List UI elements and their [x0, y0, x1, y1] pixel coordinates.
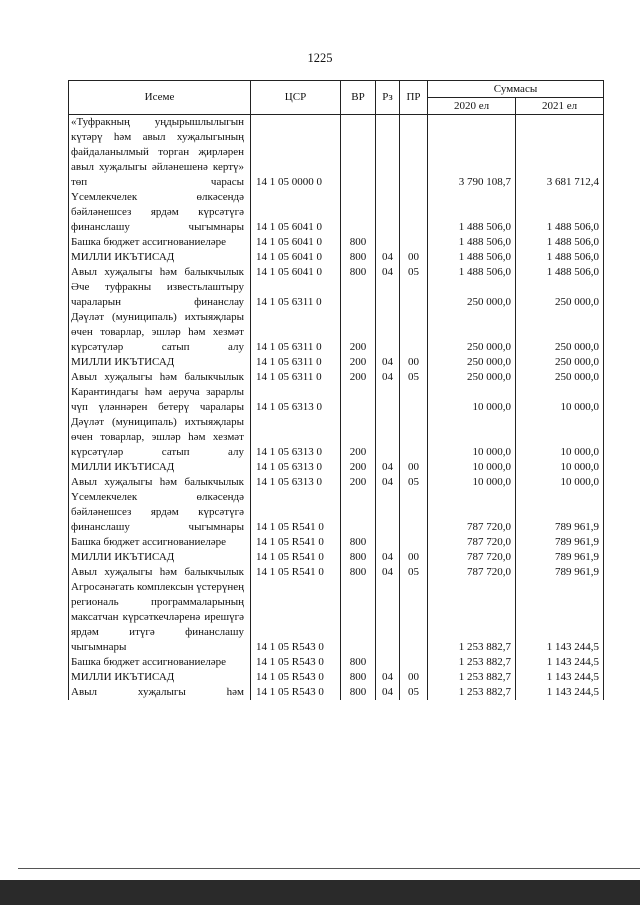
table-row	[69, 535, 604, 550]
row-pr: 05	[400, 685, 428, 700]
row-pr	[400, 280, 428, 310]
row-pr	[400, 310, 428, 355]
header-pr: ПР	[400, 81, 428, 115]
row-amount-2021: 1 143 244,5	[516, 655, 604, 670]
row-name: МИЛЛИ ИКЪТИСАД	[69, 250, 251, 265]
row-vr	[341, 490, 376, 535]
row-vr	[341, 580, 376, 655]
row-amount-2020: 787 720,0	[428, 565, 516, 580]
header-csr: ЦСР	[251, 81, 341, 115]
row-amount-2021: 789 961,9	[516, 535, 604, 550]
row-amount-2021: 250 000,0	[516, 280, 604, 310]
row-name: Авыл хуҗалыгы һәм	[69, 685, 251, 700]
row-rz: 04	[376, 265, 400, 280]
row-csr: 14 1 05 R541 0	[251, 550, 341, 565]
row-csr: 14 1 05 6313 0	[251, 415, 341, 460]
row-rz: 04	[376, 670, 400, 685]
row-pr: 05	[400, 370, 428, 385]
row-csr: 14 1 05 6311 0	[251, 280, 341, 310]
row-csr: 14 1 05 R541 0	[251, 490, 341, 535]
row-amount-2021: 1 143 244,5	[516, 685, 604, 700]
row-pr: 05	[400, 265, 428, 280]
row-vr: 800	[341, 250, 376, 265]
row-vr: 800	[341, 235, 376, 250]
page-number: 1225	[307, 51, 333, 65]
row-amount-2021: 250 000,0	[516, 355, 604, 370]
row-vr	[341, 190, 376, 235]
row-pr: 00	[400, 550, 428, 565]
table-row	[69, 280, 604, 310]
row-csr: 14 1 05 0000 0	[251, 115, 341, 191]
row-rz	[376, 280, 400, 310]
row-csr: 14 1 05 R543 0	[251, 670, 341, 685]
row-amount-2021: 789 961,9	[516, 550, 604, 565]
row-amount-2020: 1 253 882,7	[428, 580, 516, 655]
scan-edge-line	[18, 868, 640, 869]
header-year-2021: 2021 ел	[516, 98, 604, 115]
row-pr	[400, 535, 428, 550]
row-vr	[341, 280, 376, 310]
row-amount-2020: 3 790 108,7	[428, 115, 516, 191]
row-csr: 14 1 05 R543 0	[251, 580, 341, 655]
row-pr	[400, 655, 428, 670]
row-vr: 200	[341, 460, 376, 475]
budget-table	[68, 80, 604, 700]
row-rz: 04	[376, 685, 400, 700]
row-name: Авыл хуҗалыгы һәм балыкчылык	[69, 265, 251, 280]
row-csr: 14 1 05 6041 0	[251, 235, 341, 250]
row-amount-2021: 250 000,0	[516, 370, 604, 385]
table-row	[69, 235, 604, 250]
row-rz	[376, 115, 400, 191]
row-name: Авыл хуҗалыгы һәм балыкчылык	[69, 475, 251, 490]
row-vr: 200	[341, 415, 376, 460]
row-vr: 200	[341, 475, 376, 490]
header-year-2020: 2020 ел	[428, 98, 516, 115]
row-pr	[400, 580, 428, 655]
row-rz	[376, 235, 400, 250]
row-pr	[400, 115, 428, 191]
row-amount-2020: 1 253 882,7	[428, 685, 516, 700]
table-row	[69, 190, 604, 235]
row-amount-2021: 1 488 506,0	[516, 250, 604, 265]
row-pr: 00	[400, 355, 428, 370]
row-rz	[376, 655, 400, 670]
row-name: Карантиндагы һәм аеруча зарарлы чүп үләннәрен бетерү чаралары	[69, 385, 251, 415]
table-row	[69, 115, 604, 191]
row-pr	[400, 415, 428, 460]
table-row	[69, 310, 604, 355]
table-row	[69, 265, 604, 280]
header-sums: Суммасы	[428, 81, 604, 98]
row-name: МИЛЛИ ИКЪТИСАД	[69, 355, 251, 370]
row-rz: 04	[376, 475, 400, 490]
row-amount-2020: 250 000,0	[428, 280, 516, 310]
row-name: Үсемлекчелек өлкәсендә бәйләнешсез ярдәм күрсәтүгә финанслашу чыгымнары	[69, 490, 251, 535]
row-csr: 14 1 05 6313 0	[251, 385, 341, 415]
row-vr: 200	[341, 310, 376, 355]
row-name: Дәүләт (муниципаль) ихтыяҗлары өчен товарлар, эшләр һәм хезмәт күрсәтүләр сатып алу	[69, 310, 251, 355]
row-vr: 800	[341, 670, 376, 685]
row-amount-2021: 10 000,0	[516, 460, 604, 475]
row-amount-2021: 1 143 244,5	[516, 580, 604, 655]
row-amount-2020: 787 720,0	[428, 535, 516, 550]
row-vr: 800	[341, 565, 376, 580]
row-amount-2021: 1 143 244,5	[516, 670, 604, 685]
row-pr: 05	[400, 565, 428, 580]
row-amount-2021: 10 000,0	[516, 415, 604, 460]
row-vr	[341, 115, 376, 191]
row-amount-2021: 10 000,0	[516, 385, 604, 415]
row-vr: 800	[341, 685, 376, 700]
row-csr: 14 1 05 6311 0	[251, 370, 341, 385]
row-csr: 14 1 05 R541 0	[251, 565, 341, 580]
row-csr: 14 1 05 6041 0	[251, 190, 341, 235]
row-pr: 05	[400, 475, 428, 490]
row-rz: 04	[376, 460, 400, 475]
row-csr: 14 1 05 R541 0	[251, 535, 341, 550]
row-name: Авыл хуҗалыгы һәм балыкчылык	[69, 370, 251, 385]
row-csr: 14 1 05 6311 0	[251, 310, 341, 355]
row-amount-2020: 1 488 506,0	[428, 265, 516, 280]
row-vr: 800	[341, 550, 376, 565]
table-row	[69, 685, 604, 700]
row-amount-2020: 10 000,0	[428, 475, 516, 490]
row-pr	[400, 235, 428, 250]
row-vr: 800	[341, 535, 376, 550]
row-name: МИЛЛИ ИКЪТИСАД	[69, 670, 251, 685]
row-csr: 14 1 05 R543 0	[251, 685, 341, 700]
row-name: МИЛЛИ ИКЪТИСАД	[69, 460, 251, 475]
row-vr: 800	[341, 655, 376, 670]
row-amount-2020: 1 488 506,0	[428, 235, 516, 250]
row-vr: 200	[341, 370, 376, 385]
scan-bottom-edge	[0, 880, 640, 905]
table-row	[69, 655, 604, 670]
table-row	[69, 550, 604, 565]
row-rz: 04	[376, 250, 400, 265]
row-pr	[400, 190, 428, 235]
row-amount-2020: 10 000,0	[428, 415, 516, 460]
row-name: Башка бюджет ассигнованиеләре	[69, 655, 251, 670]
row-amount-2020: 250 000,0	[428, 310, 516, 355]
row-csr: 14 1 05 6041 0	[251, 265, 341, 280]
row-vr: 800	[341, 265, 376, 280]
row-pr	[400, 385, 428, 415]
table-row	[69, 460, 604, 475]
row-rz	[376, 415, 400, 460]
row-amount-2020: 787 720,0	[428, 490, 516, 535]
row-amount-2021: 3 681 712,4	[516, 115, 604, 191]
row-csr: 14 1 05 6311 0	[251, 355, 341, 370]
row-rz	[376, 535, 400, 550]
row-amount-2020: 1 253 882,7	[428, 655, 516, 670]
row-rz: 04	[376, 550, 400, 565]
row-amount-2021: 250 000,0	[516, 310, 604, 355]
table-row	[69, 475, 604, 490]
row-rz: 04	[376, 355, 400, 370]
table-row	[69, 565, 604, 580]
row-rz	[376, 190, 400, 235]
row-name: Башка бюджет ассигнованиеләре	[69, 535, 251, 550]
row-amount-2021: 1 488 506,0	[516, 265, 604, 280]
row-amount-2020: 1 488 506,0	[428, 250, 516, 265]
table-row	[69, 490, 604, 535]
table-row	[69, 670, 604, 685]
row-name: Башка бюджет ассигнованиеләре	[69, 235, 251, 250]
table-row	[69, 580, 604, 655]
row-amount-2020: 250 000,0	[428, 355, 516, 370]
header-vr: ВР	[341, 81, 376, 115]
header-name: Исеме	[69, 81, 251, 115]
row-amount-2020: 250 000,0	[428, 370, 516, 385]
row-pr: 00	[400, 460, 428, 475]
row-name: Дәүләт (муниципаль) ихтыяҗлары өчен товарлар, эшләр һәм хезмәт күрсәтүләр сатып алу	[69, 415, 251, 460]
row-pr: 00	[400, 250, 428, 265]
row-name: МИЛЛИ ИКЪТИСАД	[69, 550, 251, 565]
row-name: Үсемлекчелек өлкәсендә бәйләнешсез ярдәм күрсәтүгә финанслашу чыгымнары	[69, 190, 251, 235]
row-csr: 14 1 05 R543 0	[251, 655, 341, 670]
row-amount-2020: 787 720,0	[428, 550, 516, 565]
row-pr	[400, 490, 428, 535]
row-amount-2020: 10 000,0	[428, 460, 516, 475]
row-pr: 00	[400, 670, 428, 685]
row-amount-2021: 1 488 506,0	[516, 235, 604, 250]
row-rz: 04	[376, 370, 400, 385]
row-csr: 14 1 05 6313 0	[251, 460, 341, 475]
row-amount-2021: 789 961,9	[516, 565, 604, 580]
row-csr: 14 1 05 6313 0	[251, 475, 341, 490]
row-rz	[376, 580, 400, 655]
table-row	[69, 415, 604, 460]
row-name: Авыл хуҗалыгы һәм балыкчылык	[69, 565, 251, 580]
row-rz	[376, 490, 400, 535]
table-row	[69, 250, 604, 265]
row-vr: 200	[341, 355, 376, 370]
row-amount-2021: 10 000,0	[516, 475, 604, 490]
table-body	[69, 115, 604, 701]
row-amount-2021: 1 488 506,0	[516, 190, 604, 235]
row-amount-2021: 789 961,9	[516, 490, 604, 535]
row-name: Әче туфракны известьлаштыру чараларын финанслау	[69, 280, 251, 310]
table-row	[69, 370, 604, 385]
row-rz	[376, 385, 400, 415]
header-rz: Рз	[376, 81, 400, 115]
table-row	[69, 385, 604, 415]
row-rz: 04	[376, 565, 400, 580]
row-name: «Туфракның уңдырышлылыгын күтәрү һәм авыл хуҗалыгының файдаланылмый торган җирләрен авыл хуҗалыгы әйләнешенә кертү» төп чарасы	[69, 115, 251, 191]
row-csr: 14 1 05 6041 0	[251, 250, 341, 265]
row-vr	[341, 385, 376, 415]
row-amount-2020: 10 000,0	[428, 385, 516, 415]
row-amount-2020: 1 488 506,0	[428, 190, 516, 235]
table-row	[69, 355, 604, 370]
row-amount-2020: 1 253 882,7	[428, 670, 516, 685]
row-rz	[376, 310, 400, 355]
row-name: Агросәнәгать комплексын үстерүнең региональ программаларының максатчан күрсәткечләренә ирешүгә ярдәм итүгә финанслашу чыгымнары	[69, 580, 251, 655]
